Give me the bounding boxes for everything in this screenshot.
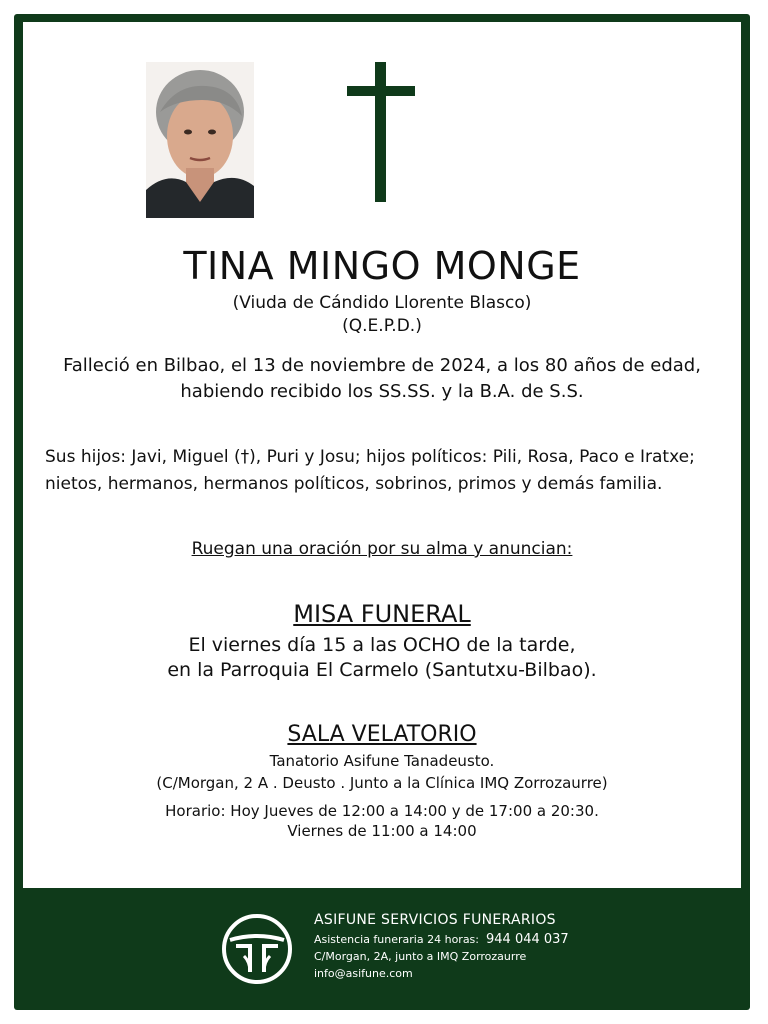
footer-assistance-label: Asistencia funeraria 24 horas: [314,933,479,946]
footer-email[interactable]: info@asifune.com [314,967,413,980]
prayer-request: Ruegan una oración por su alma y anuncian: [191,539,573,559]
sala-line4: Viernes de 11:00 a 14:00 [287,822,477,840]
cross-icon [345,62,417,202]
footer-assistance [314,931,569,948]
portrait-photo [146,62,254,218]
sala-line2: (C/Morgan, 2 A . Deusto . Junto a la Clínica IMQ Zorrozaurre) [156,774,608,792]
sala-line3: Horario: Hoy Jueves de 12:00 a 14:00 y de 17:00 a 20:30. [165,802,599,820]
misa-line1: El viernes día 15 a las OCHO de la tarde, [188,634,576,656]
asifune-logo-icon [220,912,294,986]
widow-line: (Viuda de Cándido Llorente Blasco) [232,293,532,313]
misa-title: MISA FUNERAL [293,600,471,628]
obituary-content [23,22,741,888]
sala-title: SALA VELATORIO [287,722,477,747]
footer-address: C/Morgan, 2A, junto a IMQ Zorrozaurre [314,950,527,963]
sala-line1: Tanatorio Asifune Tanadeusto. [269,752,495,770]
death-notice [23,353,741,405]
misa-line2: en la Parroquia El Carmelo (Santutxu-Bilbao). [167,659,597,681]
footer-contact [314,912,569,982]
family-text: Sus hijos: Javi, Miguel (†), Puri y Josu; hijos políticos: Pili, Rosa, Paco e Iratxe; nietos, hermanos, hermanos políticos, sobrinos, primos y demás familia. [45,447,695,494]
deceased-name: TINA MINGO MONGE [183,244,581,288]
obituary-card [14,14,750,1010]
footer-phone[interactable]: 944 044 037 [486,932,569,947]
footer-company: ASIFUNE SERVICIOS FUNERARIOS [314,912,556,928]
death-notice-line2: habiendo recibido los SS.SS. y la B.A. de S.S. [180,381,584,402]
death-notice-line1: Falleció en Bilbao, el 13 de noviembre de 2024, a los 80 años de edad, [63,355,701,376]
qepd-line: (Q.E.P.D.) [342,316,422,336]
